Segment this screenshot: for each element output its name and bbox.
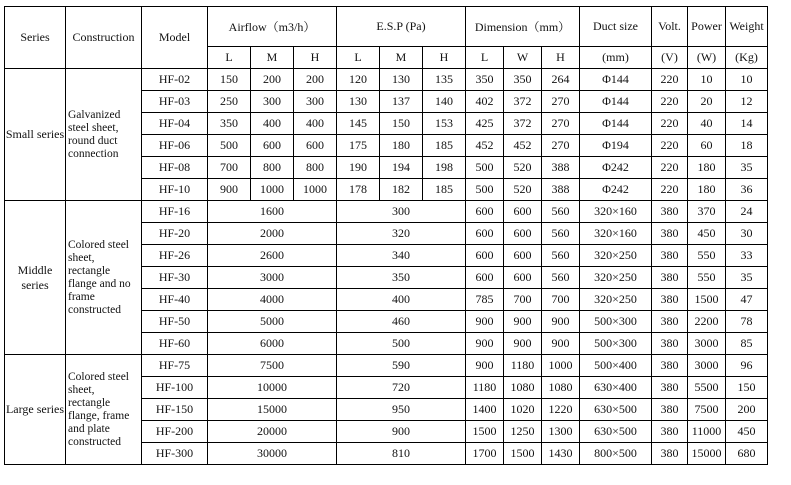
power-cell: 370 bbox=[688, 201, 726, 223]
header-power: Power bbox=[688, 7, 726, 47]
esp-cell: 460 bbox=[337, 311, 466, 333]
subheader-power-unit: (W) bbox=[688, 47, 726, 69]
airflow-cell: 150 bbox=[208, 69, 251, 91]
dimension-cell: 1020 bbox=[504, 399, 542, 421]
header-esp: E.S.P (Pa) bbox=[337, 7, 466, 47]
esp-cell: 190 bbox=[337, 157, 380, 179]
airflow-cell: 600 bbox=[251, 135, 294, 157]
esp-cell: 137 bbox=[380, 91, 423, 113]
subheader-airflow-h: H bbox=[294, 47, 337, 69]
airflow-cell: 20000 bbox=[208, 421, 337, 443]
volt-cell: 380 bbox=[652, 355, 688, 377]
esp-cell: 950 bbox=[337, 399, 466, 421]
subheader-dim-w: W bbox=[504, 47, 542, 69]
duct-size-cell: 800×500 bbox=[580, 443, 652, 465]
dimension-cell: 900 bbox=[504, 311, 542, 333]
duct-size-cell: 320×250 bbox=[580, 289, 652, 311]
subheader-dim-h: H bbox=[542, 47, 580, 69]
model-cell: HF-50 bbox=[142, 311, 208, 333]
construction-cell: Colored steel sheet, rectangle flange and no frame constructed bbox=[66, 201, 142, 355]
model-cell: HF-08 bbox=[142, 157, 208, 179]
dimension-cell: 270 bbox=[542, 135, 580, 157]
weight-cell: 10 bbox=[726, 69, 768, 91]
header-airflow: Airflow（m3/h） bbox=[208, 7, 337, 47]
esp-cell: 130 bbox=[380, 69, 423, 91]
dimension-cell: 1500 bbox=[466, 421, 504, 443]
weight-cell: 18 bbox=[726, 135, 768, 157]
model-cell: HF-30 bbox=[142, 267, 208, 289]
power-cell: 550 bbox=[688, 267, 726, 289]
airflow-cell: 800 bbox=[294, 157, 337, 179]
series-cell: Middle series bbox=[5, 201, 66, 355]
volt-cell: 220 bbox=[652, 113, 688, 135]
weight-cell: 36 bbox=[726, 179, 768, 201]
volt-cell: 380 bbox=[652, 377, 688, 399]
volt-cell: 380 bbox=[652, 333, 688, 355]
header-weight: Weight bbox=[726, 7, 768, 47]
weight-cell: 78 bbox=[726, 311, 768, 333]
dimension-cell: 500 bbox=[466, 179, 504, 201]
airflow-cell: 2000 bbox=[208, 223, 337, 245]
dimension-cell: 388 bbox=[542, 157, 580, 179]
volt-cell: 220 bbox=[652, 69, 688, 91]
duct-size-cell: 630×400 bbox=[580, 377, 652, 399]
volt-cell: 380 bbox=[652, 421, 688, 443]
airflow-cell: 1000 bbox=[251, 179, 294, 201]
weight-cell: 24 bbox=[726, 201, 768, 223]
model-cell: HF-06 bbox=[142, 135, 208, 157]
airflow-cell: 1600 bbox=[208, 201, 337, 223]
esp-cell: 350 bbox=[337, 267, 466, 289]
dimension-cell: 900 bbox=[466, 333, 504, 355]
dimension-cell: 600 bbox=[504, 223, 542, 245]
dimension-cell: 785 bbox=[466, 289, 504, 311]
duct-size-cell: 320×160 bbox=[580, 223, 652, 245]
esp-cell: 590 bbox=[337, 355, 466, 377]
duct-size-cell: 500×400 bbox=[580, 355, 652, 377]
airflow-cell: 200 bbox=[294, 69, 337, 91]
duct-size-cell: 630×500 bbox=[580, 399, 652, 421]
volt-cell: 380 bbox=[652, 443, 688, 465]
construction-cell: Galvanized steel sheet, round duct connection bbox=[66, 69, 142, 201]
weight-cell: 150 bbox=[726, 377, 768, 399]
dimension-cell: 600 bbox=[466, 245, 504, 267]
dimension-cell: 900 bbox=[542, 333, 580, 355]
table-row bbox=[5, 355, 768, 377]
esp-cell: 300 bbox=[337, 201, 466, 223]
power-cell: 10 bbox=[688, 69, 726, 91]
duct-size-cell: 320×250 bbox=[580, 267, 652, 289]
airflow-cell: 5000 bbox=[208, 311, 337, 333]
dimension-cell: 900 bbox=[466, 311, 504, 333]
header-dimension: Dimension（mm） bbox=[466, 7, 580, 47]
volt-cell: 380 bbox=[652, 223, 688, 245]
model-cell: HF-40 bbox=[142, 289, 208, 311]
dimension-cell: 600 bbox=[504, 245, 542, 267]
volt-cell: 380 bbox=[652, 311, 688, 333]
dimension-cell: 1430 bbox=[542, 443, 580, 465]
subheader-airflow-l: L bbox=[208, 47, 251, 69]
dimension-cell: 350 bbox=[466, 69, 504, 91]
airflow-cell: 500 bbox=[208, 135, 251, 157]
dimension-cell: 560 bbox=[542, 245, 580, 267]
subheader-esp-h: H bbox=[423, 47, 466, 69]
volt-cell: 380 bbox=[652, 245, 688, 267]
duct-size-cell: 500×300 bbox=[580, 333, 652, 355]
esp-cell: 320 bbox=[337, 223, 466, 245]
model-cell: HF-10 bbox=[142, 179, 208, 201]
power-cell: 60 bbox=[688, 135, 726, 157]
dimension-cell: 452 bbox=[504, 135, 542, 157]
volt-cell: 380 bbox=[652, 289, 688, 311]
power-cell: 20 bbox=[688, 91, 726, 113]
esp-cell: 900 bbox=[337, 421, 466, 443]
esp-cell: 720 bbox=[337, 377, 466, 399]
model-cell: HF-75 bbox=[142, 355, 208, 377]
duct-size-cell: Φ144 bbox=[580, 113, 652, 135]
table-row bbox=[5, 201, 768, 223]
esp-cell: 185 bbox=[423, 179, 466, 201]
dimension-cell: 600 bbox=[504, 201, 542, 223]
weight-cell: 200 bbox=[726, 399, 768, 421]
dimension-cell: 560 bbox=[542, 201, 580, 223]
spec-table bbox=[4, 6, 768, 465]
dimension-cell: 900 bbox=[466, 355, 504, 377]
model-cell: HF-60 bbox=[142, 333, 208, 355]
weight-cell: 14 bbox=[726, 113, 768, 135]
dimension-cell: 425 bbox=[466, 113, 504, 135]
header-construction: Construction bbox=[66, 7, 142, 69]
airflow-cell: 400 bbox=[294, 113, 337, 135]
airflow-cell: 300 bbox=[294, 91, 337, 113]
dimension-cell: 560 bbox=[542, 223, 580, 245]
volt-cell: 220 bbox=[652, 91, 688, 113]
dimension-cell: 560 bbox=[542, 267, 580, 289]
dimension-cell: 600 bbox=[466, 223, 504, 245]
volt-cell: 220 bbox=[652, 135, 688, 157]
duct-size-cell: 500×300 bbox=[580, 311, 652, 333]
dimension-cell: 402 bbox=[466, 91, 504, 113]
airflow-cell: 6000 bbox=[208, 333, 337, 355]
duct-size-cell: Φ242 bbox=[580, 179, 652, 201]
header-model: Model bbox=[142, 7, 208, 69]
duct-size-cell: 630×500 bbox=[580, 421, 652, 443]
airflow-cell: 800 bbox=[251, 157, 294, 179]
airflow-cell: 250 bbox=[208, 91, 251, 113]
esp-cell: 178 bbox=[337, 179, 380, 201]
model-cell: HF-03 bbox=[142, 91, 208, 113]
power-cell: 40 bbox=[688, 113, 726, 135]
construction-cell: Colored steel sheet, rectangle flange, frame and plate constructed bbox=[66, 355, 142, 465]
esp-cell: 340 bbox=[337, 245, 466, 267]
series-cell: Large series bbox=[5, 355, 66, 465]
power-cell: 2200 bbox=[688, 311, 726, 333]
airflow-cell: 300 bbox=[251, 91, 294, 113]
weight-cell: 96 bbox=[726, 355, 768, 377]
weight-cell: 47 bbox=[726, 289, 768, 311]
airflow-cell: 600 bbox=[294, 135, 337, 157]
power-cell: 450 bbox=[688, 223, 726, 245]
power-cell: 11000 bbox=[688, 421, 726, 443]
airflow-cell: 15000 bbox=[208, 399, 337, 421]
airflow-cell: 30000 bbox=[208, 443, 337, 465]
duct-size-cell: 320×250 bbox=[580, 245, 652, 267]
weight-cell: 85 bbox=[726, 333, 768, 355]
header-series: Series bbox=[5, 7, 66, 69]
model-cell: HF-200 bbox=[142, 421, 208, 443]
dimension-cell: 600 bbox=[466, 201, 504, 223]
power-cell: 3000 bbox=[688, 355, 726, 377]
series-cell: Small series bbox=[5, 69, 66, 201]
weight-cell: 12 bbox=[726, 91, 768, 113]
airflow-cell: 200 bbox=[251, 69, 294, 91]
dimension-cell: 350 bbox=[504, 69, 542, 91]
dimension-cell: 1180 bbox=[466, 377, 504, 399]
header-duct-size: Duct size bbox=[580, 7, 652, 47]
power-cell: 550 bbox=[688, 245, 726, 267]
dimension-cell: 600 bbox=[504, 267, 542, 289]
model-cell: HF-26 bbox=[142, 245, 208, 267]
weight-cell: 33 bbox=[726, 245, 768, 267]
table-row bbox=[5, 69, 768, 91]
airflow-cell: 700 bbox=[208, 157, 251, 179]
duct-size-cell: 320×160 bbox=[580, 201, 652, 223]
esp-cell: 150 bbox=[380, 113, 423, 135]
dimension-cell: 452 bbox=[466, 135, 504, 157]
duct-size-cell: Φ242 bbox=[580, 157, 652, 179]
esp-cell: 140 bbox=[423, 91, 466, 113]
volt-cell: 220 bbox=[652, 179, 688, 201]
power-cell: 1500 bbox=[688, 289, 726, 311]
esp-cell: 182 bbox=[380, 179, 423, 201]
model-cell: HF-16 bbox=[142, 201, 208, 223]
dimension-cell: 600 bbox=[466, 267, 504, 289]
volt-cell: 380 bbox=[652, 399, 688, 421]
esp-cell: 130 bbox=[337, 91, 380, 113]
dimension-cell: 500 bbox=[466, 157, 504, 179]
airflow-cell: 3000 bbox=[208, 267, 337, 289]
esp-cell: 198 bbox=[423, 157, 466, 179]
dimension-cell: 1500 bbox=[504, 443, 542, 465]
esp-cell: 810 bbox=[337, 443, 466, 465]
airflow-cell: 2600 bbox=[208, 245, 337, 267]
esp-cell: 500 bbox=[337, 333, 466, 355]
power-cell: 15000 bbox=[688, 443, 726, 465]
airflow-cell: 1000 bbox=[294, 179, 337, 201]
subheader-esp-l: L bbox=[337, 47, 380, 69]
header-volt: Volt. bbox=[652, 7, 688, 47]
model-cell: HF-100 bbox=[142, 377, 208, 399]
model-cell: HF-150 bbox=[142, 399, 208, 421]
power-cell: 180 bbox=[688, 157, 726, 179]
dimension-cell: 1400 bbox=[466, 399, 504, 421]
dimension-cell: 264 bbox=[542, 69, 580, 91]
dimension-cell: 520 bbox=[504, 157, 542, 179]
dimension-cell: 900 bbox=[504, 333, 542, 355]
dimension-cell: 700 bbox=[542, 289, 580, 311]
airflow-cell: 4000 bbox=[208, 289, 337, 311]
volt-cell: 220 bbox=[652, 157, 688, 179]
airflow-cell: 400 bbox=[251, 113, 294, 135]
esp-cell: 175 bbox=[337, 135, 380, 157]
volt-cell: 380 bbox=[652, 201, 688, 223]
esp-cell: 135 bbox=[423, 69, 466, 91]
volt-cell: 380 bbox=[652, 267, 688, 289]
subheader-volt-unit: (V) bbox=[652, 47, 688, 69]
dimension-cell: 270 bbox=[542, 113, 580, 135]
subheader-esp-m: M bbox=[380, 47, 423, 69]
dimension-cell: 700 bbox=[504, 289, 542, 311]
esp-cell: 120 bbox=[337, 69, 380, 91]
subheader-airflow-m: M bbox=[251, 47, 294, 69]
esp-cell: 153 bbox=[423, 113, 466, 135]
model-cell: HF-300 bbox=[142, 443, 208, 465]
airflow-cell: 7500 bbox=[208, 355, 337, 377]
power-cell: 5500 bbox=[688, 377, 726, 399]
power-cell: 180 bbox=[688, 179, 726, 201]
airflow-cell: 10000 bbox=[208, 377, 337, 399]
model-cell: HF-20 bbox=[142, 223, 208, 245]
header-row bbox=[5, 7, 768, 47]
subheader-duct-unit: (mm) bbox=[580, 47, 652, 69]
esp-cell: 180 bbox=[380, 135, 423, 157]
dimension-cell: 1180 bbox=[504, 355, 542, 377]
airflow-cell: 350 bbox=[208, 113, 251, 135]
dimension-cell: 520 bbox=[504, 179, 542, 201]
dimension-cell: 388 bbox=[542, 179, 580, 201]
weight-cell: 450 bbox=[726, 421, 768, 443]
dimension-cell: 900 bbox=[542, 311, 580, 333]
power-cell: 3000 bbox=[688, 333, 726, 355]
duct-size-cell: Φ144 bbox=[580, 91, 652, 113]
dimension-cell: 1080 bbox=[542, 377, 580, 399]
weight-cell: 680 bbox=[726, 443, 768, 465]
dimension-cell: 372 bbox=[504, 113, 542, 135]
duct-size-cell: Φ194 bbox=[580, 135, 652, 157]
dimension-cell: 1250 bbox=[504, 421, 542, 443]
dimension-cell: 1300 bbox=[542, 421, 580, 443]
esp-cell: 400 bbox=[337, 289, 466, 311]
model-cell: HF-04 bbox=[142, 113, 208, 135]
esp-cell: 145 bbox=[337, 113, 380, 135]
model-cell: HF-02 bbox=[142, 69, 208, 91]
weight-cell: 35 bbox=[726, 267, 768, 289]
weight-cell: 30 bbox=[726, 223, 768, 245]
subheader-dim-l: L bbox=[466, 47, 504, 69]
power-cell: 7500 bbox=[688, 399, 726, 421]
dimension-cell: 1700 bbox=[466, 443, 504, 465]
subheader-weight-unit: (Kg) bbox=[726, 47, 768, 69]
table-body bbox=[5, 69, 768, 465]
dimension-cell: 1000 bbox=[542, 355, 580, 377]
airflow-cell: 900 bbox=[208, 179, 251, 201]
dimension-cell: 372 bbox=[504, 91, 542, 113]
dimension-cell: 1220 bbox=[542, 399, 580, 421]
dimension-cell: 270 bbox=[542, 91, 580, 113]
duct-size-cell: Φ144 bbox=[580, 69, 652, 91]
weight-cell: 35 bbox=[726, 157, 768, 179]
dimension-cell: 1080 bbox=[504, 377, 542, 399]
esp-cell: 194 bbox=[380, 157, 423, 179]
esp-cell: 185 bbox=[423, 135, 466, 157]
